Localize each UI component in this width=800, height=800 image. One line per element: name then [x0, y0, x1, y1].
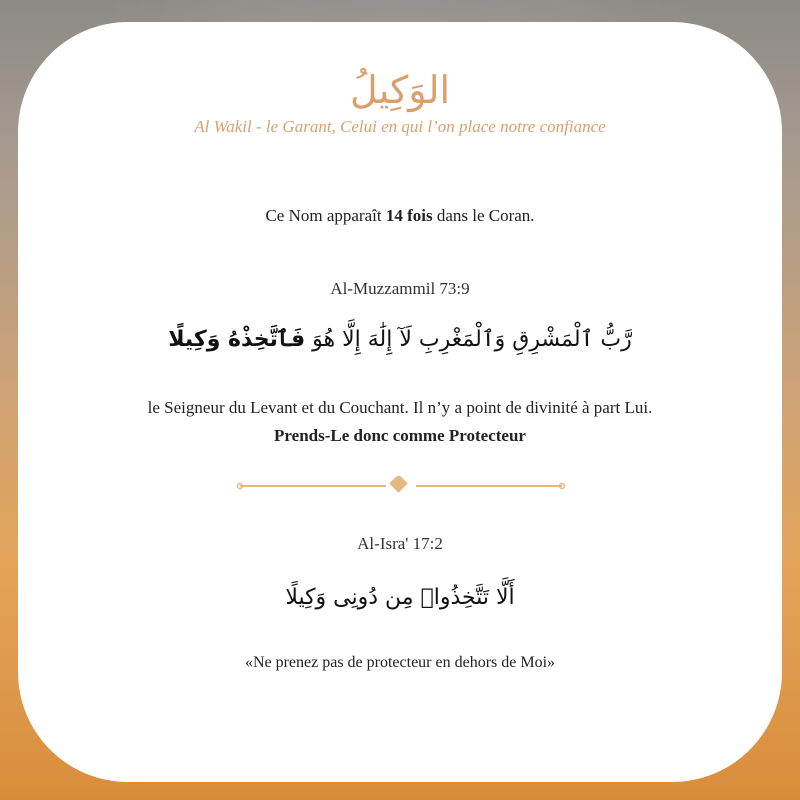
- verse-translation-1: le Seigneur du Levant et du Couchant. Il n’y a point de divinité à part Lui.: [147, 398, 653, 417]
- count-suffix: dans le Coran.: [432, 206, 535, 225]
- verse-reference-2: Al-Isra' 17:2: [357, 534, 443, 553]
- verse-reference-1: Al-Muzzammil 73:9: [330, 279, 470, 298]
- arabic-title: الوَكِيلُ: [349, 68, 451, 112]
- verse-arabic-1-emphasis: فَٱتَّخِذْهُ وَكِيلًا: [168, 327, 306, 352]
- occurrence-count-text: [58, 206, 742, 226]
- verse-translation-1-emphasis: Prends-Le donc comme Protecteur: [274, 426, 526, 445]
- verse-arabic-1-main: رَّبُّ ٱلْمَشْرِقِ وَٱلْمَغْرِبِ لَآ إِلَٰهَ إِلَّا هُوَ: [305, 327, 632, 352]
- verse-arabic-1: [58, 327, 742, 352]
- content-card: [18, 22, 782, 782]
- count-value: 14 fois: [385, 206, 433, 225]
- subtitle: Al Wakil - le Garant, Celui en qui l’on place notre confiance: [194, 117, 606, 136]
- ornament-divider: [236, 476, 566, 496]
- count-prefix: Ce Nom apparaît: [265, 206, 386, 225]
- verse-arabic-2: أَلَّا تَتَّخِذُوا۟ مِن دُونِى وَكِيلًا: [285, 585, 515, 610]
- verse-translation-2: «Ne prenez pas de protecteur en dehors de Moi»: [244, 654, 556, 671]
